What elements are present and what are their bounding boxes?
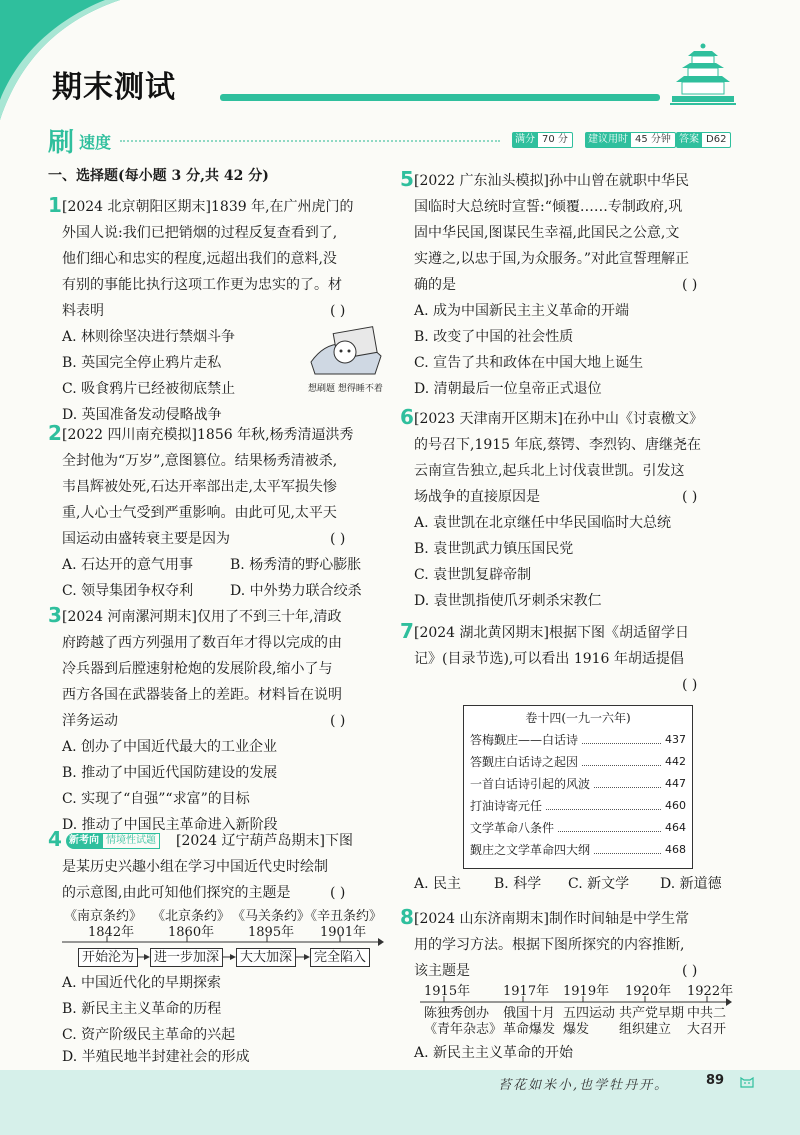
q3-option-d[interactable]: D. 推动了中国民主革命进入新阶段 bbox=[62, 817, 278, 833]
q3-line: 府跨越了西方列强用了数百年才得以完成的由 bbox=[62, 635, 342, 651]
q4-stage-box: 大大加深 bbox=[236, 948, 296, 967]
q7-number: 7 bbox=[400, 619, 414, 643]
q8-event: 组织建立 bbox=[619, 1022, 672, 1037]
full-score-key: 满分 bbox=[512, 132, 538, 148]
q8-answer-paren[interactable]: ( ) bbox=[682, 963, 698, 979]
q3-number: 3 bbox=[48, 603, 62, 627]
q7-answer-paren[interactable]: ( ) bbox=[682, 677, 698, 693]
q7-table-row bbox=[470, 842, 686, 858]
full-score-value: 70 分 bbox=[538, 132, 573, 148]
q8-event: 共产党早期 bbox=[619, 1006, 685, 1021]
q5-option-c[interactable]: C. 宣告了共和政体在中国大地上诞生 bbox=[414, 355, 644, 371]
q1-answer-paren[interactable]: ( ) bbox=[330, 303, 346, 319]
q8-line: 该主题是 bbox=[414, 963, 470, 979]
temple-icon bbox=[668, 42, 738, 112]
q7-table-title: 卷十四(一九一六年) bbox=[525, 711, 631, 725]
q4-year: 1895年 bbox=[248, 925, 295, 940]
q4-stage-box: 进一步加深 bbox=[150, 948, 223, 967]
q1-line: 有别的事能比执行这项工作更为忠实的了。材 bbox=[62, 277, 342, 293]
q7-option-b[interactable]: B. 科学 bbox=[494, 876, 542, 892]
q4-treaty: 《北京条约》 bbox=[152, 909, 231, 924]
q7-row-page: 447 bbox=[665, 777, 686, 790]
q7-table-row bbox=[470, 820, 686, 836]
q4-stage-box: 完全陷入 bbox=[310, 948, 370, 967]
q5-option-a[interactable]: A. 成为中国新民主主义革命的开端 bbox=[414, 303, 630, 319]
q7-table-row bbox=[470, 754, 686, 770]
time-value: 45 分钟 bbox=[631, 132, 676, 148]
dotted-divider bbox=[120, 140, 500, 142]
q7-diary-table bbox=[463, 705, 693, 869]
q7-row-page: 442 bbox=[665, 755, 686, 768]
q6-option-b[interactable]: B. 袁世凯武力镇压国民党 bbox=[414, 541, 574, 557]
sleeping-student-illustration bbox=[305, 322, 385, 378]
q7-row-title: 答梅觐庄——白话诗 bbox=[470, 733, 579, 747]
q7-row-title: 打油诗寄元任 bbox=[470, 799, 543, 813]
q8-line: 用的学习方法。根据下图所探究的内容推断, bbox=[414, 937, 685, 953]
q3-line: 西方各国在武器装备上的差距。材料旨在说明 bbox=[62, 687, 342, 703]
q7-table-row bbox=[470, 798, 686, 814]
q4-tag-new: 新考向 bbox=[66, 833, 102, 849]
q3-answer-paren[interactable]: ( ) bbox=[330, 713, 346, 729]
q7-option-c[interactable]: C. 新文学 bbox=[568, 876, 630, 892]
title-underline bbox=[220, 94, 660, 101]
q1-option-d[interactable]: D. 英国准备发动侵略战争 bbox=[62, 407, 222, 423]
q2-option-a[interactable]: A. 石达开的意气用事 bbox=[62, 557, 194, 573]
q4-option-d[interactable]: D. 半殖民地半封建社会的形成 bbox=[62, 1049, 250, 1065]
q8-event: 《青年杂志》 bbox=[424, 1022, 503, 1037]
q3-line: 冷兵器到后膛速射枪炮的发展阶段,缩小了与 bbox=[62, 661, 333, 677]
q3-line: 洋务运动 bbox=[62, 713, 118, 729]
q2-answer-paren[interactable]: ( ) bbox=[330, 531, 346, 547]
q7-row-title: 一首白话诗引起的风波 bbox=[470, 777, 591, 791]
q2-line: 重,人心士气受到严重影响。由此可见,太平天 bbox=[62, 505, 337, 521]
q1-line: 外国人说:我们已把销烟的过程反复查看到了, bbox=[62, 225, 338, 241]
speed-badge-small: 速度 bbox=[79, 133, 112, 152]
q8-number: 8 bbox=[400, 905, 414, 929]
section-title: 一、选择题(每小题 3 分,共 42 分) bbox=[48, 168, 269, 184]
answer-key: 答案 bbox=[676, 132, 702, 148]
q4-line: 的示意图,由此可知他们探究的主题是 bbox=[62, 885, 291, 901]
q4-line: 是某历史兴趣小组在学习中国近代史时绘制 bbox=[62, 859, 328, 875]
q5-line: [2022 广东汕头模拟]孙中山曾在就职中华民 bbox=[414, 173, 690, 189]
q8-year: 1922年 bbox=[687, 984, 734, 999]
q4-stage-box: 开始沦为 bbox=[78, 948, 138, 967]
q2-option-c[interactable]: C. 领导集团争权夺利 bbox=[62, 583, 194, 599]
q4-year: 1842年 bbox=[88, 925, 135, 940]
q7-row-page: 460 bbox=[665, 799, 686, 812]
q4-tag-type: 情境性试题 bbox=[102, 833, 160, 849]
q5-option-d[interactable]: D. 清朝最后一位皇帝正式退位 bbox=[414, 381, 602, 397]
q8-event: 五四运动 bbox=[563, 1006, 616, 1021]
q4-treaty: 《辛丑条约》 bbox=[304, 909, 383, 924]
q8-year: 1917年 bbox=[503, 984, 550, 999]
q6-answer-paren[interactable]: ( ) bbox=[682, 489, 698, 505]
q4-line: [2024 辽宁葫芦岛期末]下图 bbox=[176, 833, 354, 849]
time-key: 建议用时 bbox=[585, 132, 631, 148]
q2-option-b[interactable]: B. 杨秀清的野心膨胀 bbox=[230, 557, 362, 573]
page-title: 期末测试 bbox=[52, 70, 176, 105]
q5-option-b[interactable]: B. 改变了中国的社会性质 bbox=[414, 329, 574, 345]
q3-option-b[interactable]: B. 推动了中国近代国防建设的发展 bbox=[62, 765, 278, 781]
q4-year: 1860年 bbox=[168, 925, 215, 940]
q8-event: 大召开 bbox=[687, 1022, 727, 1037]
q8-line: [2024 山东济南期末]制作时间轴是中学生常 bbox=[414, 911, 690, 927]
q2-line: [2022 四川南充模拟]1856 年秋,杨秀清逼洪秀 bbox=[62, 427, 354, 443]
q5-line: 确的是 bbox=[414, 277, 456, 293]
q2-number: 2 bbox=[48, 421, 62, 445]
footer-band bbox=[0, 1070, 800, 1135]
q8-event: 俄国十月 bbox=[503, 1006, 556, 1021]
q6-option-d[interactable]: D. 袁世凯指使爪牙刺杀宋教仁 bbox=[414, 593, 602, 609]
q6-line: [2023 天津南开区期末]在孙中山《讨袁檄文》 bbox=[414, 411, 704, 427]
q7-row-page: 437 bbox=[665, 733, 686, 746]
q6-number: 6 bbox=[400, 405, 414, 429]
q4-number: 4 bbox=[48, 827, 62, 851]
q1-number: 1 bbox=[48, 193, 62, 217]
q4-tag bbox=[66, 833, 160, 849]
q4-answer-paren[interactable]: ( ) bbox=[330, 885, 346, 901]
q3-option-a[interactable]: A. 创办了中国近代最大的工业企业 bbox=[62, 739, 278, 755]
q4-option-a[interactable]: A. 中国近代化的早期探索 bbox=[62, 975, 222, 991]
q2-line: 全封他为“万岁”,意图篡位。结果杨秀清被杀, bbox=[62, 453, 338, 469]
page-number: 89 bbox=[706, 1073, 725, 1088]
q4-option-c[interactable]: C. 资产阶级民主革命的兴起 bbox=[62, 1027, 236, 1043]
q8-event: 爆发 bbox=[563, 1022, 590, 1037]
q3-line: [2024 河南漯河期末]仅用了不到三十年,清政 bbox=[62, 609, 342, 625]
q7-row-title: 文学革命八条件 bbox=[470, 821, 555, 835]
q7-row-title: 答觐庄白话诗之起因 bbox=[470, 755, 579, 769]
q8-year: 1920年 bbox=[625, 984, 672, 999]
q7-table-row bbox=[470, 732, 686, 748]
q8-event: 革命爆发 bbox=[503, 1022, 556, 1037]
q6-line: 的号召下,1915 年底,蔡锷、李烈钧、唐继尧在 bbox=[414, 437, 701, 453]
time-pill bbox=[585, 132, 676, 148]
q8-year: 1919年 bbox=[563, 984, 610, 999]
illustration-caption: 想刷题 想得睡不着 bbox=[308, 384, 383, 394]
q4-treaty: 《南京条约》 bbox=[64, 909, 143, 924]
q5-number: 5 bbox=[400, 167, 414, 191]
q5-answer-paren[interactable]: ( ) bbox=[682, 277, 698, 293]
q1-line: 他们细心和忠实的程度,远超出我们的意料,没 bbox=[62, 251, 337, 267]
q6-option-c[interactable]: C. 袁世凯复辟帝制 bbox=[414, 567, 532, 583]
q2-line: 国运动由盛转衰主要是因为 bbox=[62, 531, 230, 547]
q7-line: [2024 湖北黄冈期末]根据下图《胡适留学日 bbox=[414, 625, 690, 641]
q6-line: 云南宣告独立,起兵北上讨伐袁世凯。引发这 bbox=[414, 463, 685, 479]
q1-line: [2024 北京朝阳区期末]1839 年,在广州虎门的 bbox=[62, 199, 354, 215]
footer-motto: 苔花如米小,也学牡丹开。 bbox=[498, 1078, 670, 1093]
q7-row-page: 468 bbox=[665, 843, 686, 856]
q8-option-a[interactable]: A. 新民主主义革命的开始 bbox=[414, 1045, 574, 1061]
q7-line: 记》(目录节选),可以看出 1916 年胡适提倡 bbox=[414, 651, 684, 667]
q2-option-d[interactable]: D. 中外势力联合绞杀 bbox=[230, 583, 362, 599]
q1-option-c[interactable]: C. 吸食鸦片已经被彻底禁止 bbox=[62, 381, 236, 397]
q8-event: 中共二 bbox=[687, 1006, 727, 1021]
answer-value: D62 bbox=[702, 132, 731, 148]
q5-line: 国临时大总统时宣誓:“倾覆……专制政府,巩 bbox=[414, 199, 683, 215]
q6-option-a[interactable]: A. 袁世凯在北京继任中华民国临时大总统 bbox=[414, 515, 672, 531]
speed-badge-big: 刷 bbox=[48, 128, 75, 158]
q5-line: 固中华民国,图谋民生幸福,此国民之公意,文 bbox=[414, 225, 680, 241]
q7-option-d[interactable]: D. 新道德 bbox=[660, 876, 722, 892]
q4-year: 1901年 bbox=[320, 925, 367, 940]
answer-pill bbox=[676, 132, 731, 148]
q3-option-c[interactable]: C. 实现了“自强”“求富”的目标 bbox=[62, 791, 250, 807]
q1-option-b[interactable]: B. 英国完全停止鸦片走私 bbox=[62, 355, 222, 371]
q7-row-page: 464 bbox=[665, 821, 686, 834]
cat-face-icon bbox=[740, 1076, 754, 1088]
q7-option-a[interactable]: A. 民主 bbox=[414, 876, 462, 892]
q1-option-a[interactable]: A. 林则徐坚决进行禁烟斗争 bbox=[62, 329, 236, 345]
q2-line: 韦昌辉被处死,石达开率部出走,太平军损失惨 bbox=[62, 479, 337, 495]
q8-year: 1915年 bbox=[424, 984, 471, 999]
q7-row-title: 觐庄之文学革命四大纲 bbox=[470, 843, 591, 857]
q1-line: 料表明 bbox=[62, 303, 104, 319]
full-score-pill bbox=[512, 132, 573, 148]
q8-event: 陈独秀创办 bbox=[424, 1006, 490, 1021]
q7-table-row bbox=[470, 776, 686, 792]
q5-line: 实遵之,以忠于国,为众服务。”对此宣誓理解正 bbox=[414, 251, 690, 267]
q4-treaty: 《马关条约》 bbox=[232, 909, 311, 924]
q4-option-b[interactable]: B. 新民主主义革命的历程 bbox=[62, 1001, 222, 1017]
q6-line: 场战争的直接原因是 bbox=[414, 489, 540, 505]
